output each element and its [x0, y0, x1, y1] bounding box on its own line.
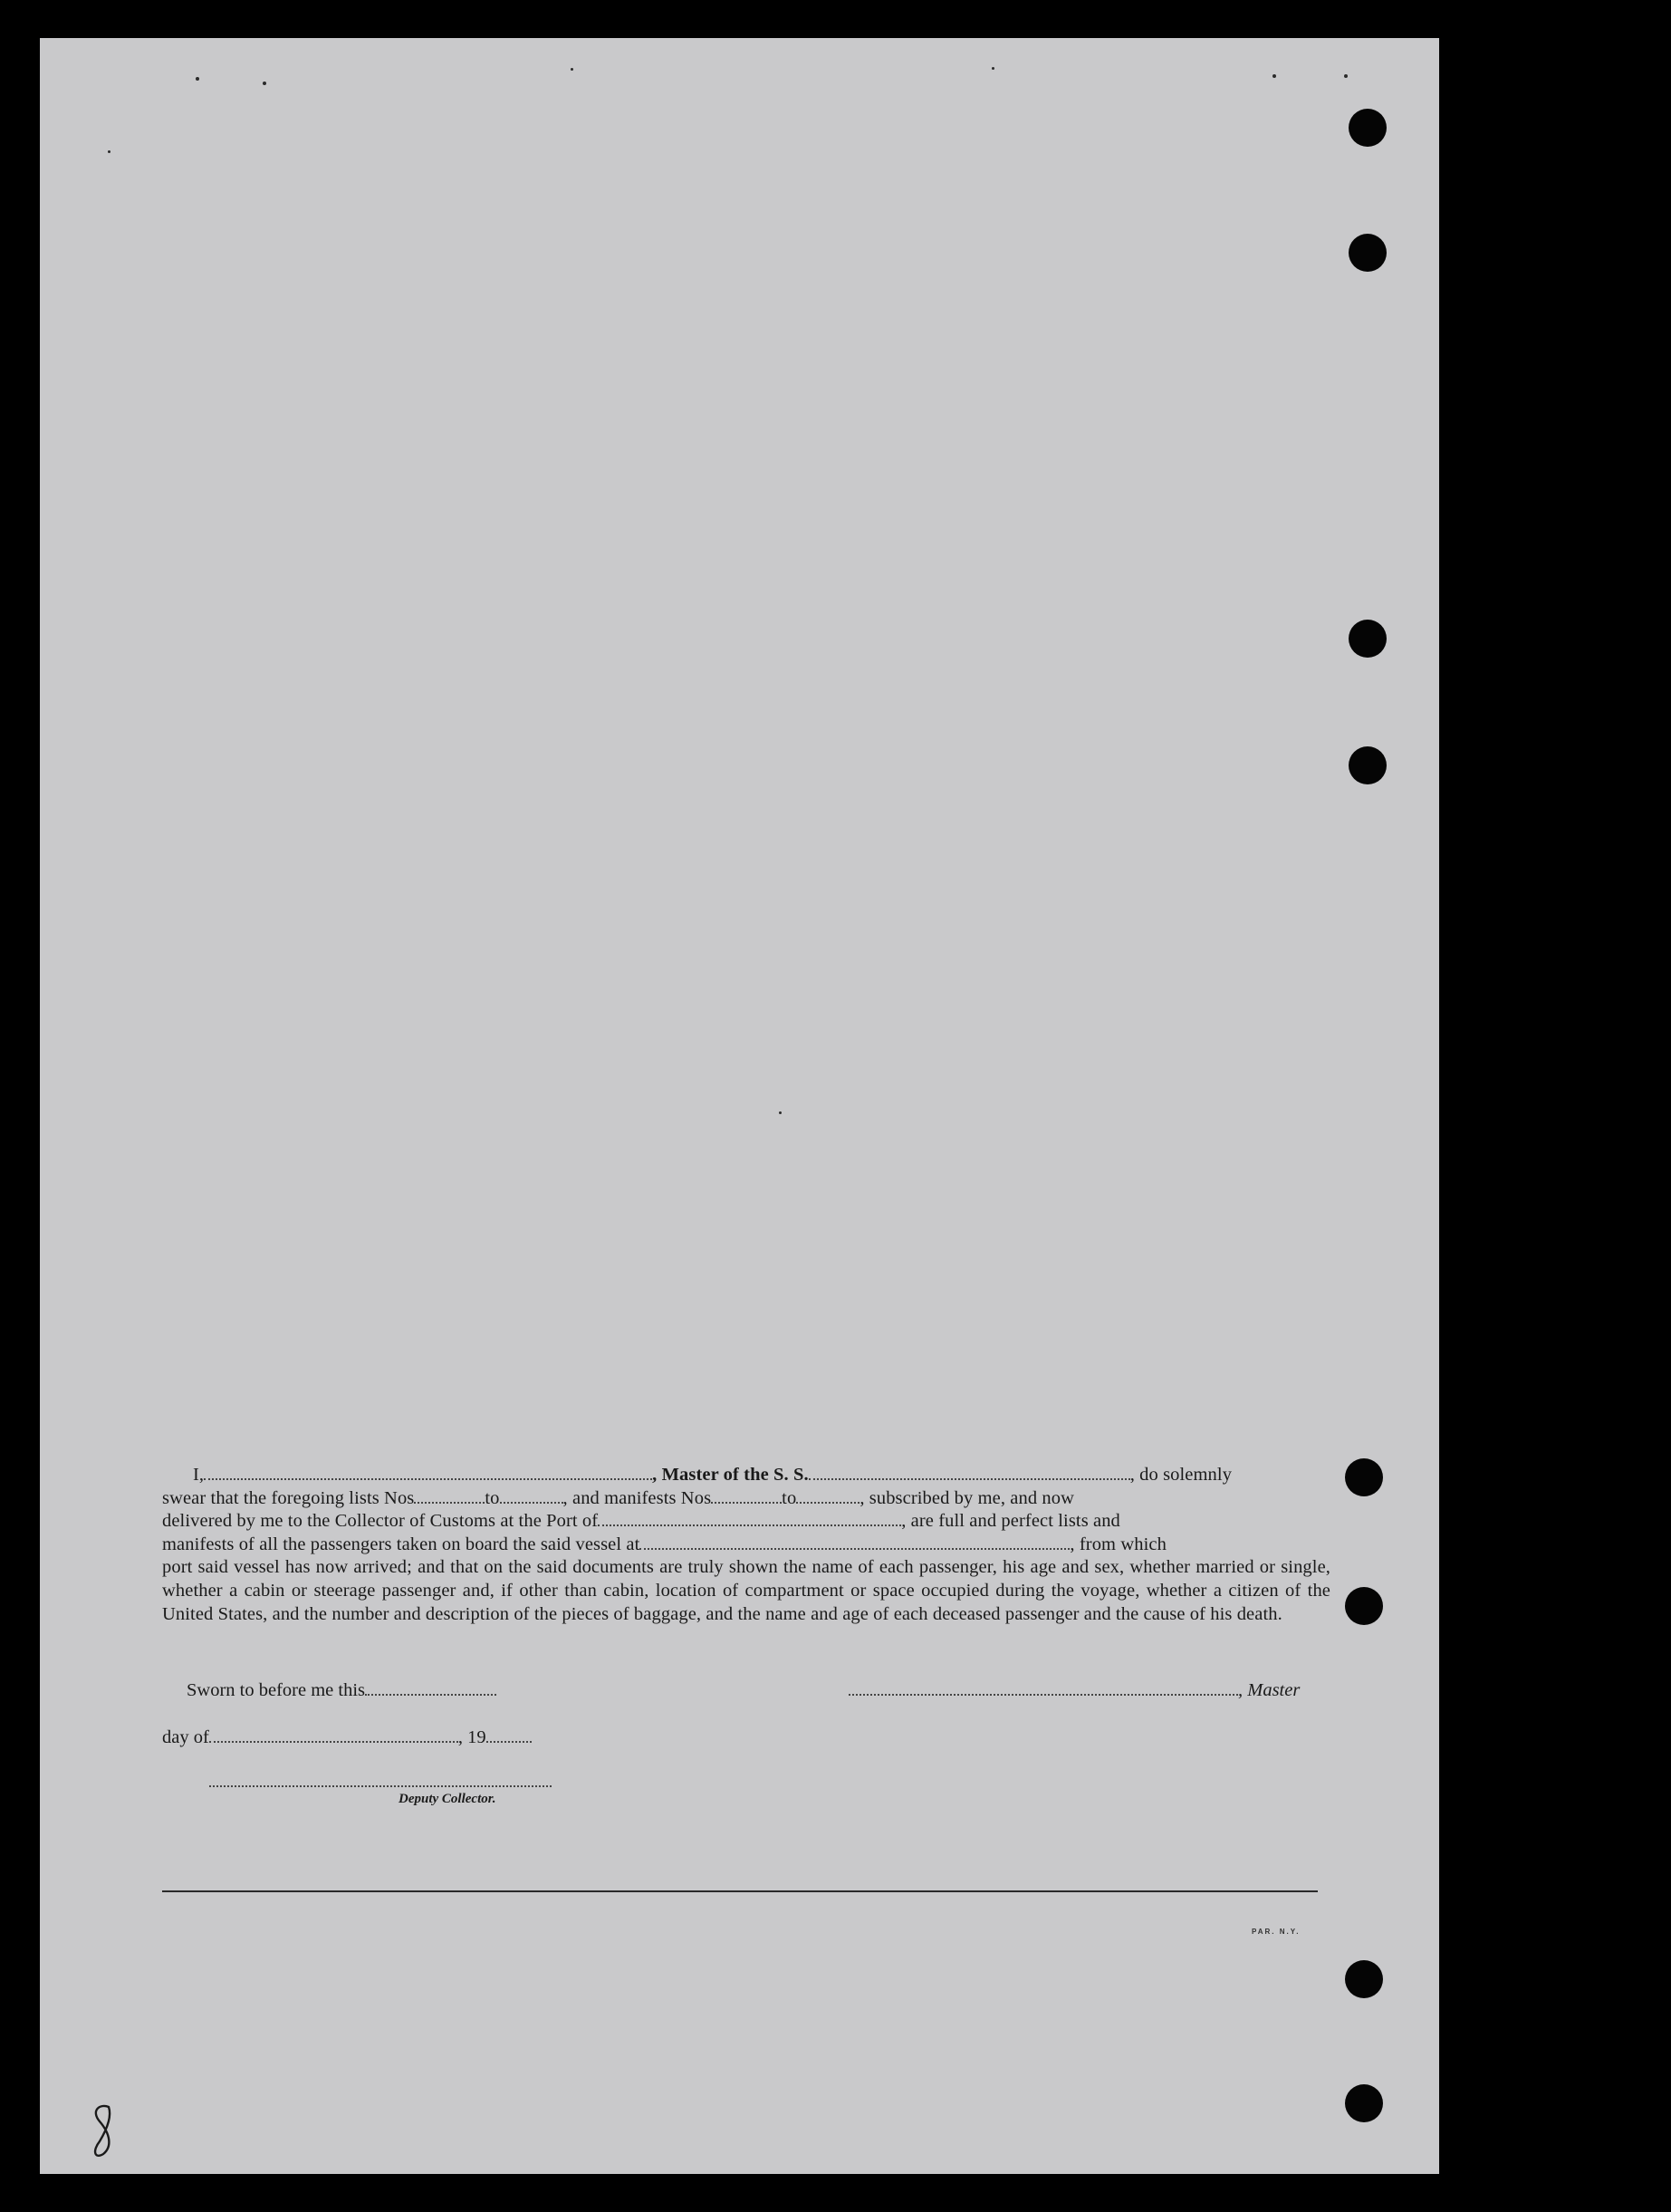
punch-hole — [1349, 234, 1387, 272]
blank-master-name — [204, 1464, 652, 1480]
year-label: , 19 — [457, 1727, 486, 1747]
punch-hole — [1349, 620, 1387, 658]
oath-remaining-text: port said vessel has now arrived; and that on the said documents are truly shown the name of each passenger, his age and sex, whether married or single, whether a cabin or steerage passenger and, if other than cabin, location of compartment or space occupied during the voyage, whether a citizen of the United States, and the number and description of the pieces of baggage, and the name and age of each deceased passenger and the cause of his death. — [162, 1557, 1330, 1624]
oath-subscribed: , subscribed by me, and now — [860, 1487, 1075, 1508]
scan-speck — [1344, 74, 1348, 78]
deputy-collector-label: Deputy Collector. — [399, 1792, 496, 1806]
scan-speck — [263, 82, 266, 85]
oath-lists-nos: swear that the foregoing lists Nos — [162, 1487, 415, 1508]
blank-deputy-signature — [209, 1771, 552, 1787]
manifest-sheet — [40, 38, 1439, 2174]
punch-hole — [1349, 746, 1387, 784]
day-of-line — [162, 1726, 532, 1748]
oath-vessel-at: manifests of all the passengers taken on board the said vessel at — [162, 1534, 640, 1554]
punch-hole — [1345, 1960, 1383, 1998]
oath-master-of: , Master of the S. S. — [652, 1465, 809, 1485]
blank-port-of-departure — [639, 1534, 1070, 1550]
scan-speck — [1272, 74, 1276, 78]
deputy-collector-line — [209, 1771, 552, 1787]
handwritten-page-number — [85, 2101, 121, 2161]
blank-port-of-arrival — [598, 1510, 901, 1526]
oath-full-perfect: , are full and perfect lists and — [901, 1511, 1120, 1532]
sworn-label: Sworn to before me this — [187, 1680, 365, 1700]
punch-hole — [1349, 109, 1387, 147]
oath-from-which: , from which — [1070, 1534, 1167, 1554]
scan-speck — [779, 1111, 782, 1114]
blank-list-to — [500, 1487, 563, 1504]
master-signature-line — [849, 1679, 1300, 1701]
scan-speck — [992, 67, 994, 70]
punch-hole — [1345, 2084, 1383, 2122]
blank-sworn-day — [365, 1679, 496, 1696]
master-oath-paragraph — [162, 1464, 1330, 1626]
blank-manifest-from — [711, 1487, 782, 1504]
punch-hole — [1345, 1458, 1383, 1496]
blank-manifest-to — [796, 1487, 860, 1504]
oath-solemnly: , do solemnly — [1129, 1465, 1233, 1485]
blank-list-from — [414, 1487, 485, 1504]
blank-ship-name — [809, 1464, 1130, 1480]
sworn-line — [187, 1679, 496, 1701]
oath-manifests-nos: , and manifests Nos — [562, 1487, 712, 1508]
scan-speck — [196, 77, 199, 81]
printer-mark: PAR. N.Y. — [1252, 1928, 1301, 1936]
oath-port-of: delivered by me to the Collector of Customs at the Port of — [162, 1511, 599, 1532]
master-label: , Master — [1238, 1680, 1301, 1700]
horizontal-rule — [162, 1890, 1318, 1892]
blank-year — [486, 1726, 532, 1743]
oath-to-2: to — [782, 1487, 797, 1508]
oath-i: I, — [193, 1465, 205, 1485]
punch-hole — [1345, 1587, 1383, 1625]
scan-speck — [571, 68, 573, 71]
oath-to: to — [485, 1487, 500, 1508]
day-of-label: day of — [162, 1727, 209, 1747]
blank-month — [209, 1726, 458, 1743]
blank-master-signature — [849, 1679, 1238, 1696]
scan-speck — [108, 150, 110, 153]
